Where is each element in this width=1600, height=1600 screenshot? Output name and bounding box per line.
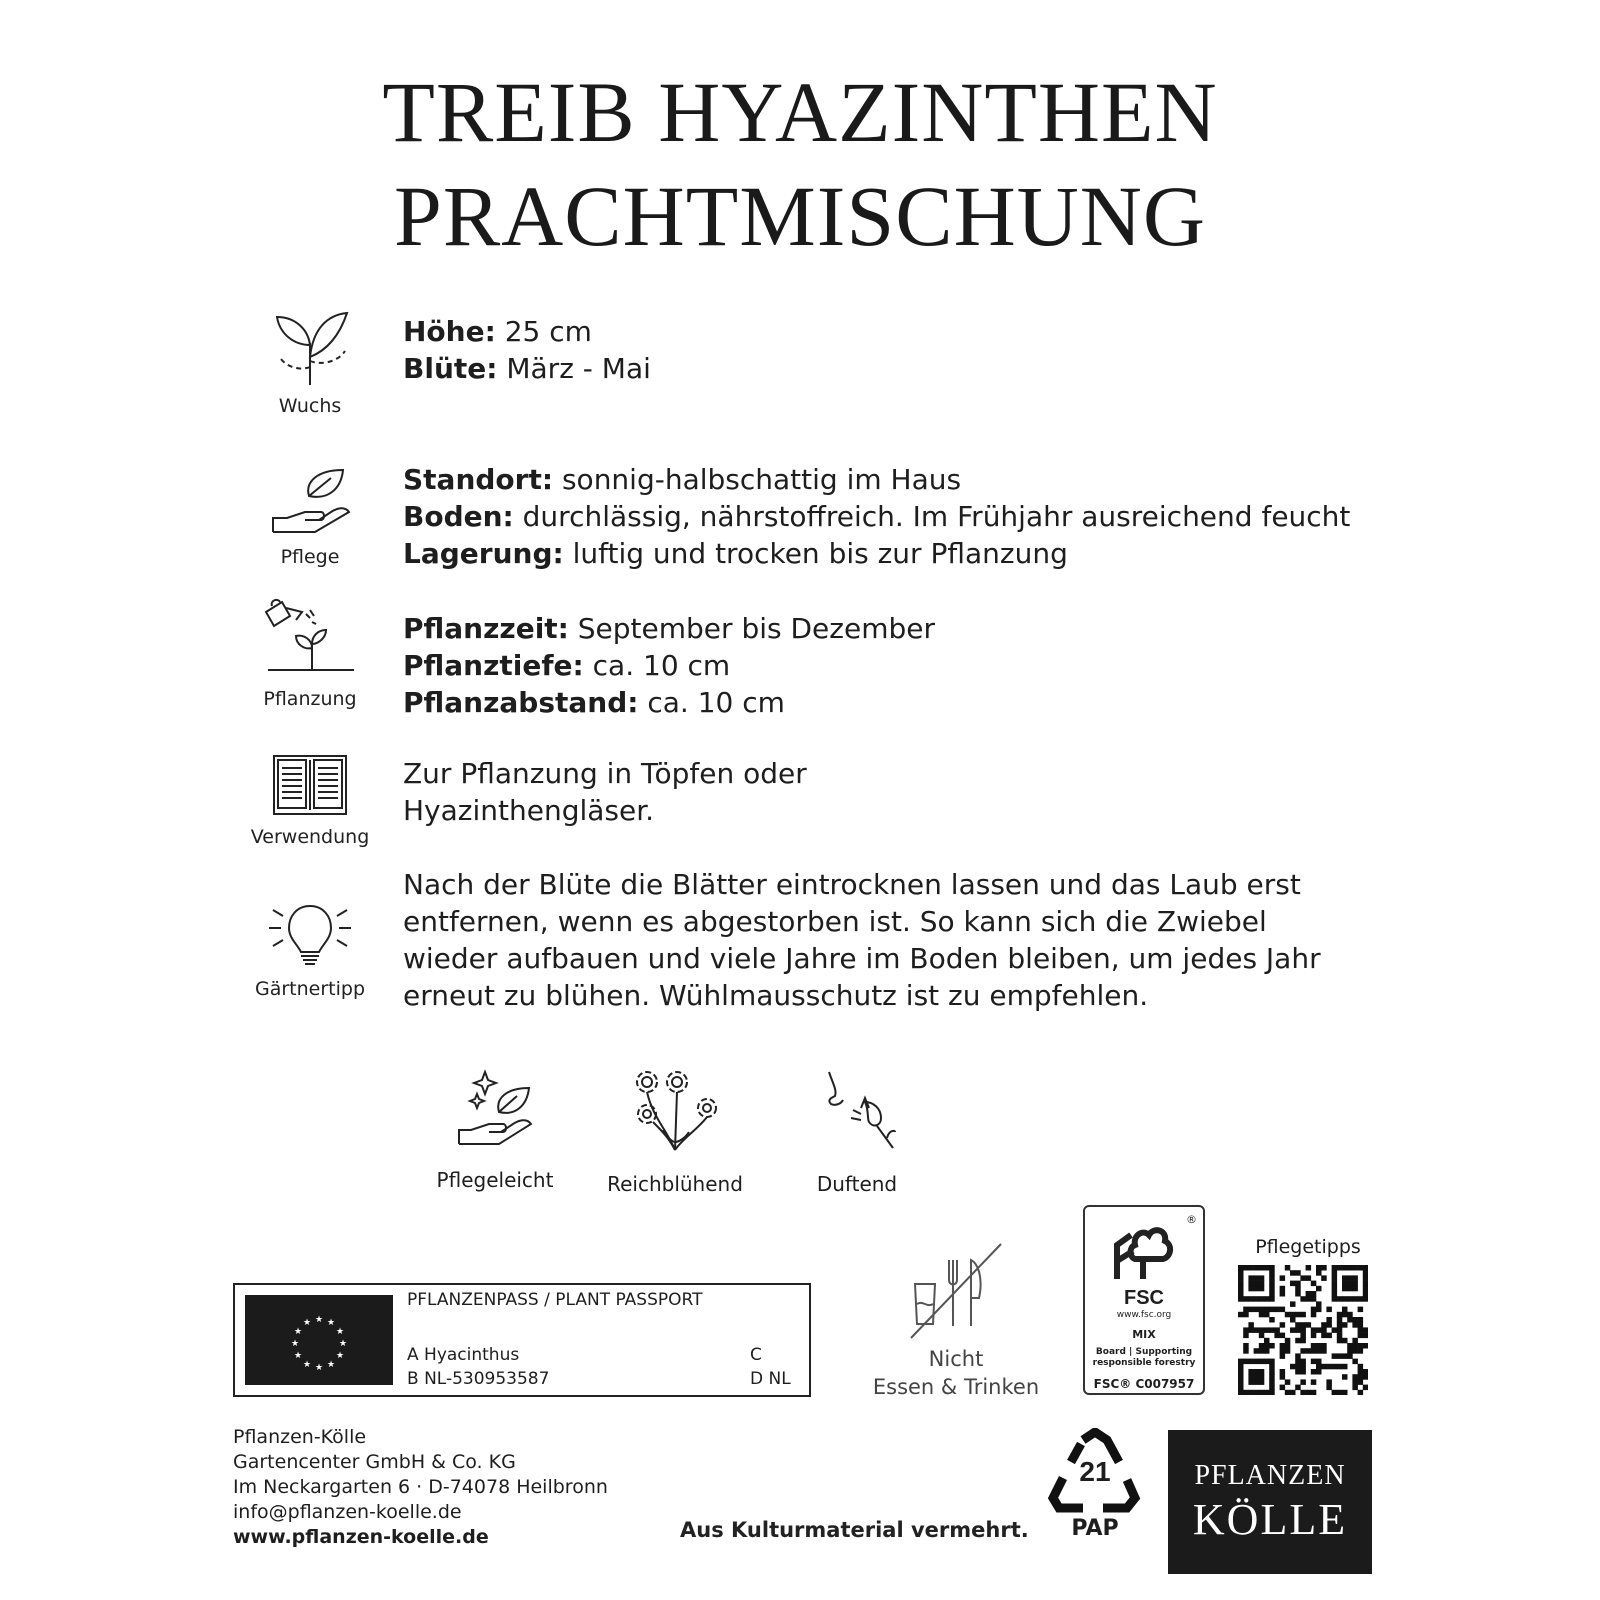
info-key: Pflanzzeit: xyxy=(403,612,569,645)
fsc-mix: MIX xyxy=(1132,1328,1156,1341)
svg-text:★: ★ xyxy=(338,1339,348,1349)
info-row xyxy=(403,461,1363,498)
info-key: Standort: xyxy=(403,463,554,496)
section-label: Wuchs xyxy=(278,395,342,417)
open-book-icon xyxy=(270,752,350,818)
section-icon-verwendung xyxy=(240,752,380,848)
section-text-pflege xyxy=(403,461,1363,572)
watering-can-icon xyxy=(260,598,360,680)
sparkle-hand-leaf-icon xyxy=(455,1068,535,1148)
info-key: Blüte: xyxy=(403,352,498,385)
address-web-text: www.pflanzen-koelle.de xyxy=(233,1526,489,1548)
svg-text:★: ★ xyxy=(293,1351,303,1361)
fsc-code: FSC® C007957 xyxy=(1093,1377,1195,1391)
fsc-label xyxy=(1083,1205,1205,1395)
text-line: wieder aufbauen und viele Jahre im Boden bleiben, um jedes Jahr xyxy=(403,942,1321,975)
fsc-title: FSC xyxy=(1124,1287,1164,1309)
section-icon-gaertnertipp xyxy=(240,900,380,1000)
plant-growth-icon xyxy=(265,305,355,387)
svg-text:★: ★ xyxy=(290,1339,300,1349)
flower-bouquet-icon xyxy=(627,1068,723,1152)
no-eat-line-2: Essen & Trinken xyxy=(872,1375,1040,1399)
hand-leaf-icon xyxy=(265,468,355,538)
info-row xyxy=(403,535,1363,572)
section-text-gaertnertipp xyxy=(403,866,1363,1014)
svg-text:★: ★ xyxy=(314,1315,324,1325)
section-text-wuchs xyxy=(403,313,1363,387)
text-line: erneut zu blühen. Wühlmausschutz ist zu empfehlen. xyxy=(403,979,1149,1012)
section-text-verwendung xyxy=(403,755,1363,829)
info-row xyxy=(403,684,1363,721)
feature-label: Pflegeleicht xyxy=(436,1168,554,1192)
feature-label: Reichblühend xyxy=(607,1172,743,1196)
eu-flag-icon xyxy=(245,1295,393,1385)
info-key: Lagerung: xyxy=(403,537,564,570)
svg-text:★: ★ xyxy=(302,1360,312,1370)
info-value: ca. 10 cm xyxy=(647,686,785,719)
text-line: Hyazinthengläser. xyxy=(403,794,655,827)
info-value: luftig und trocken bis zur Pflanzung xyxy=(572,537,1068,570)
feature-reichbluehend xyxy=(585,1068,765,1196)
fsc-line-2: responsible forestry xyxy=(1092,1358,1196,1368)
info-value: durchlässig, nährstoffreich. Im Frühjahr ausreichend feucht xyxy=(522,500,1351,533)
feature-pflegeleicht xyxy=(405,1068,585,1192)
section-label: Gärtnertipp xyxy=(254,978,366,1000)
address-email[interactable]: info@pflanzen-koelle.de xyxy=(233,1501,462,1523)
info-value: März - Mai xyxy=(506,352,651,385)
info-row xyxy=(403,350,1363,387)
info-key: Boden: xyxy=(403,500,514,533)
text-line: entfernen, wenn es abgestorben ist. So kann sich die Zwiebel xyxy=(403,905,1267,938)
address-line-2: Gartencenter GmbH & Co. KG xyxy=(233,1451,516,1473)
passport-field-a: A Hyacinthus xyxy=(407,1345,520,1365)
address-line-3: Im Neckargarten 6 · D-74078 Heilbronn xyxy=(233,1476,608,1498)
no-eat-line-1: Nicht xyxy=(928,1347,984,1371)
info-value: September bis Dezember xyxy=(577,612,935,645)
address-web[interactable] xyxy=(233,1525,608,1550)
passport-field-d: D NL xyxy=(750,1369,791,1389)
no-eat-drink-icon xyxy=(905,1240,1005,1340)
section-icon-pflege xyxy=(240,468,380,568)
info-value: sonnig-halbschattig im Haus xyxy=(561,463,962,496)
info-key: Pflanztiefe: xyxy=(403,649,584,682)
nose-tulip-icon xyxy=(817,1068,897,1152)
info-row xyxy=(403,647,1363,684)
info-row xyxy=(403,498,1363,535)
svg-text:★: ★ xyxy=(335,1327,345,1337)
info-key: Pflanzabstand: xyxy=(403,686,639,719)
no-eat-drink-warning xyxy=(895,1240,1015,1340)
section-icon-wuchs xyxy=(240,305,380,417)
culture-note: Aus Kulturmaterial vermehrt. xyxy=(680,1518,1029,1542)
svg-text:★: ★ xyxy=(335,1351,345,1361)
recycling-number: 21 xyxy=(1079,1456,1111,1487)
text-line: Zur Pflanzung in Töpfen oder xyxy=(403,757,807,790)
logo-line-1: PFLANZEN xyxy=(1194,1460,1346,1491)
recycling-code: PAP xyxy=(1071,1516,1119,1541)
fsc-site: www.fsc.org xyxy=(1116,1310,1172,1320)
feature-duftend xyxy=(767,1068,947,1196)
svg-text:★: ★ xyxy=(326,1360,336,1370)
svg-text:★: ★ xyxy=(314,1363,324,1373)
passport-header: PFLANZENPASS / PLANT PASSPORT xyxy=(407,1290,703,1310)
section-icon-pflanzung xyxy=(240,598,380,710)
text-line: Nach der Blüte die Blätter eintrocknen lassen und das Laub erst xyxy=(403,868,1301,901)
fsc-registered: ® xyxy=(1186,1213,1197,1226)
eu-stars-icon xyxy=(245,1295,393,1385)
qr-label: Pflegetipps xyxy=(1255,1236,1361,1258)
info-row xyxy=(403,313,1363,350)
address-line-1: Pflanzen-Kölle xyxy=(233,1426,367,1448)
qr-code-icon xyxy=(1238,1265,1368,1395)
no-eat-drink-text xyxy=(860,1345,1052,1401)
section-label: Verwendung xyxy=(250,826,370,848)
section-label: Pflanzung xyxy=(263,688,357,710)
pflanzen-koelle-logo xyxy=(1168,1430,1372,1574)
section-label: Pflege xyxy=(280,546,340,568)
product-title xyxy=(0,60,1600,268)
fsc-tree-icon xyxy=(1109,1217,1179,1283)
svg-text:★: ★ xyxy=(326,1318,336,1328)
title-line-1: TREIB HYAZINTHEN xyxy=(382,64,1218,160)
svg-text:★: ★ xyxy=(302,1318,312,1328)
company-address xyxy=(233,1425,608,1550)
section-text-pflanzung xyxy=(403,610,1363,721)
recycling-mark xyxy=(1045,1428,1145,1541)
svg-text:★: ★ xyxy=(293,1327,303,1337)
info-value: 25 cm xyxy=(504,315,592,348)
qr-code[interactable] xyxy=(1238,1265,1368,1399)
logo-line-2: KÖLLE xyxy=(1192,1495,1348,1544)
info-value: ca. 10 cm xyxy=(592,649,731,682)
fsc-line-1: Board | Supporting xyxy=(1095,1347,1193,1357)
info-row xyxy=(403,610,1363,647)
light-bulb-icon xyxy=(265,900,355,970)
plant-passport-box xyxy=(233,1283,811,1397)
passport-field-b: B NL-530953587 xyxy=(407,1369,550,1389)
info-key: Höhe: xyxy=(403,315,496,348)
feature-label: Duftend xyxy=(816,1172,898,1196)
passport-field-c: C xyxy=(750,1345,762,1365)
title-line-2: PRACHTMISCHUNG xyxy=(393,168,1207,264)
